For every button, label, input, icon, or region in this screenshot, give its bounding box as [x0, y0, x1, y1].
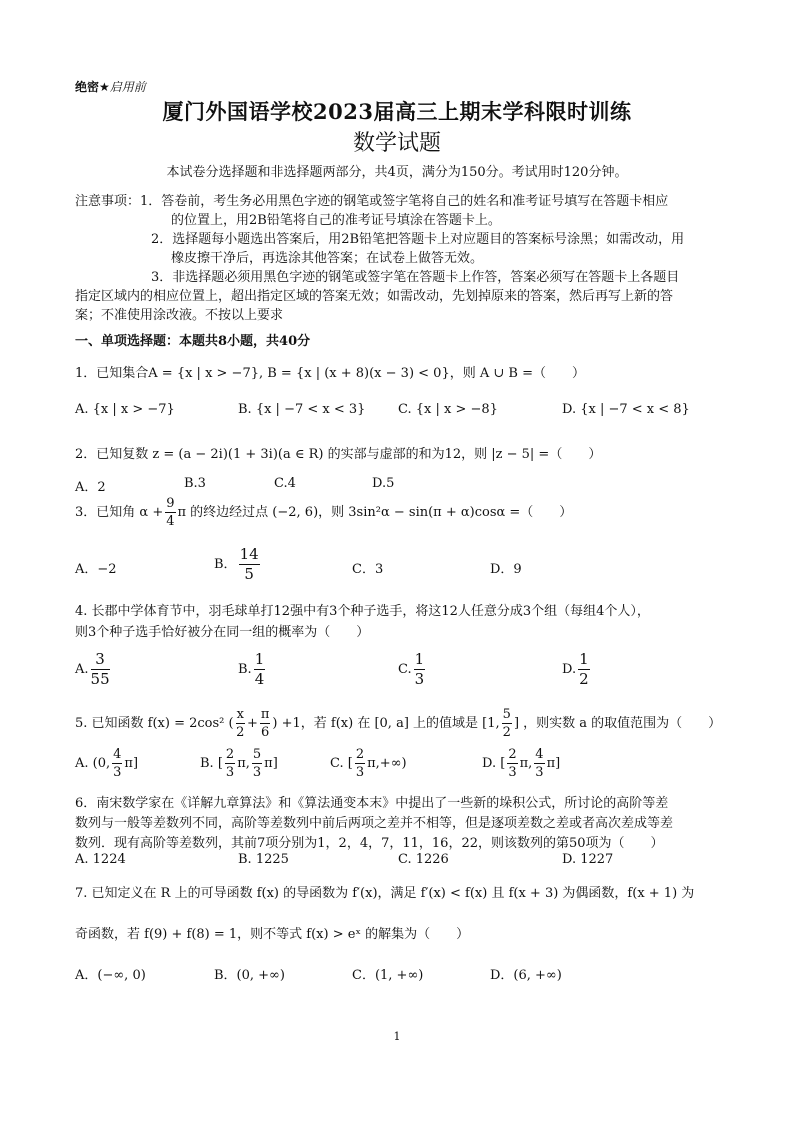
option-label: C. — [398, 662, 412, 677]
option-label: B. — [200, 756, 214, 771]
question-3-option-c: C．3 — [352, 562, 384, 577]
question-3-option-d: D．9 — [490, 562, 522, 577]
option-fraction — [239, 547, 260, 582]
notice-label: 注意事项： — [75, 194, 141, 209]
question-1-option-d: D. {x | −7 < x < 8} — [562, 402, 690, 417]
fraction-denominator: 3 — [414, 670, 425, 688]
question-1-option-a: A. {x | x > −7} — [75, 402, 175, 417]
secret-bold: 绝密 — [75, 80, 100, 94]
fraction-denominator: 4 — [254, 670, 265, 688]
exam-intro: 本试卷分选择题和非选择题两部分，共4页，满分为150分。考试用时120分钟。 — [166, 165, 628, 180]
frac-2-3: $\frac{2}{3}$ — [355, 747, 365, 780]
question-4-option-a — [75, 652, 112, 687]
question-5-option-b: B. [ $\frac{2}{3}$ π, $\frac{5}{3}$ π] — [200, 747, 278, 780]
question-3-stem — [75, 497, 572, 528]
formula-x2-pi6: ( $\frac{x}{2}$ + $\frac{\pi}{6}$ ) — [228, 707, 278, 740]
notice-block — [75, 192, 720, 325]
option-label: B. — [238, 662, 252, 677]
notice-row-1 — [75, 192, 720, 211]
question-7-option-c: C．(1, +∞) — [352, 968, 424, 983]
question-1-stem: 1．已知集合A = {x | x > −7}, B = {x | (x + 8)(x − 3) < 0}，则 A ∪ B =（ ） — [75, 366, 585, 381]
fraction-numerator: 14 — [239, 545, 259, 563]
question-5-option-a: A. (0, $\frac{4}{3}$ π] — [75, 747, 139, 780]
frac-x-2: $\frac{x}{2}$ — [236, 707, 245, 740]
option-fraction — [414, 652, 426, 687]
section-heading: 一、单项选择题：本题共8小题，共40分 — [75, 334, 311, 349]
frac-5-2: $\frac{5}{2}$ — [502, 707, 511, 740]
question-5-stem-b: +1，若 f(x) 在 [0, a] 上的值域是 — [281, 716, 479, 731]
frac-4-3: $\frac{4}{3}$ — [535, 747, 544, 780]
notice-item-3a: 3．非选择题必须用黑色字迹的钢笔或签字笔在答题卡上作答，答案必须写在答题卡上各题目 — [151, 270, 680, 285]
question-3-fraction — [165, 497, 175, 528]
question-5-option-d: D. [ $\frac{2}{3}$ π, $\frac{4}{3}$ π] — [482, 747, 561, 780]
confidential-mark — [75, 78, 146, 95]
option-label: B． — [214, 557, 237, 572]
question-7-option-a: A．(−∞, 0) — [75, 968, 146, 983]
question-1-option-c: C. {x | x > −8} — [398, 402, 498, 417]
secret-rest: 启用前 — [109, 80, 146, 94]
formula-range: [1, $\frac{5}{2}$ ] — [482, 707, 520, 740]
question-2-option-c: C.4 — [274, 476, 296, 491]
question-5-stem-c: ，则实数 a 的取值范围为（ ） — [523, 716, 722, 731]
question-6-stem-b: 数列与一般等差数列不同，高阶等差数列中前后两项之差并不相等，但是逐项差数之差或者高次差成等差 — [75, 816, 674, 831]
notice-item-3c: 案；不准使用涂改液。不按以上要求 — [75, 308, 284, 323]
question-2-option-d: D.5 — [372, 476, 395, 491]
option-fraction — [254, 652, 266, 687]
fraction-numerator: 1 — [414, 650, 425, 668]
question-3-stem-a: 3．已知角 α + — [75, 505, 164, 520]
fraction-numerator: 1 — [254, 650, 265, 668]
question-6-option-d: D. 1227 — [562, 852, 614, 867]
fraction-numerator: 3 — [91, 652, 110, 670]
notice-item-1b: 的位置上，用2B铅笔将自己的准考证号填涂在答题卡上。 — [171, 213, 501, 228]
fraction-numerator: 1 — [579, 650, 589, 668]
question-3-option-b — [214, 547, 262, 582]
question-2-option-a: A．2 — [75, 480, 106, 495]
question-7-stem-a: 7. 已知定义在 R 上的可导函数 f(x) 的导函数为 f′(x)，满足 f′(x) < f(x) 且 f(x + 3) 为偶函数，f(x + 1) 为 — [75, 886, 695, 901]
option-label: C. — [330, 756, 344, 771]
question-1-option-b: B. {x | −7 < x < 3} — [238, 402, 366, 417]
question-3-option-a: A．−2 — [75, 562, 117, 577]
question-3-stem-b: π 的终边经过点 (−2, 6)，则 3sin²α − sin(π + α)cosα =（ ） — [177, 505, 573, 520]
notice-item-2a: 2．选择题每小题选出答案后，用2B铅笔把答题卡上对应题目的答案标号涂黑；如需改动，用 — [151, 232, 685, 247]
question-5-option-c: C. [ $\frac{2}{3}$ π,+∞) — [330, 747, 407, 780]
page-number: 1 — [393, 1030, 401, 1043]
question-4-stem-a: 4. 长郡中学体育节中，羽毛球单打12强中有3个种子选手，将这12人任意分成3个组（每组4个人）， — [75, 604, 650, 619]
question-2-option-b: B.3 — [184, 476, 206, 491]
question-6-stem-c: 数列．现有高阶等差数列，其前7项分别为1，2，4，7，11，16，22，则该数列的第50项为（ ） — [75, 836, 664, 851]
question-4-option-b — [238, 652, 267, 687]
notice-item-3b: 指定区域内的相应位置上，超出指定区域的答案无效；如需改动，先划掉原来的答案，然后再写上新的答 — [75, 289, 674, 304]
question-2-stem: 2．已知复数 z = (a − 2i)(1 + 3i)(a ∈ R) 的实部与虚部的和为12，则 |z − 5| =（ ） — [75, 447, 602, 462]
question-7-option-d: D．(6, +∞) — [490, 968, 562, 983]
question-4-option-c — [398, 652, 427, 687]
exam-subtitle: 数学试题 — [352, 131, 441, 156]
frac-4-3: $\frac{4}{3}$ — [113, 747, 122, 780]
frac-2-3: $\frac{2}{3}$ — [508, 747, 517, 780]
question-7-stem-b: 奇函数，若 f(9) + f(8) = 1，则不等式 f(x) > eˣ 的解集为（ ） — [75, 927, 470, 942]
option-label: D. — [562, 662, 577, 677]
question-4-stem-b: 则3个种子选手恰好被分在同一组的概率为（ ） — [75, 625, 370, 640]
exam-title: 厦门外国语学校2023届高三上期末学科限时训练 — [162, 99, 632, 124]
star-icon: ★ — [99, 80, 110, 94]
frac-2-3: $\frac{2}{3}$ — [225, 747, 235, 780]
fraction-denominator: 2 — [579, 670, 589, 688]
question-6-stem-a: 6．南宋数学家在《详解九章算法》和《算法通变本末》中提出了一些新的垛积公式，所讨论的高阶等差 — [75, 796, 669, 811]
notice-item-1a: 1．答卷前，考生务必用黑色字迹的钢笔或签字笔将自己的姓名和准考证号填写在答题卡相应 — [140, 194, 669, 209]
frac-pi-6: $\frac{\pi}{6}$ — [260, 707, 270, 740]
question-6-option-a: A. 1224 — [75, 852, 126, 867]
question-5-stem — [75, 708, 721, 739]
option-label: A. — [75, 662, 89, 677]
question-4-option-d — [562, 652, 592, 687]
question-6-option-b: B. 1225 — [238, 852, 289, 867]
option-label: D. — [482, 756, 497, 771]
fraction-denominator: 55 — [90, 670, 110, 688]
question-5-stem-a: 5. 已知函数 f(x) = 2cos² — [75, 716, 225, 731]
fraction-numerator: 9 — [166, 496, 175, 511]
frac-5-3: $\frac{5}{3}$ — [252, 747, 262, 780]
option-fraction — [91, 652, 110, 687]
fraction-denominator: 4 — [166, 514, 175, 529]
option-label: A. — [75, 756, 89, 771]
option-fraction — [578, 652, 590, 687]
fraction-denominator: 5 — [244, 565, 254, 583]
question-6-option-c: C. 1226 — [398, 852, 449, 867]
question-7-option-b: B．(0, +∞) — [214, 968, 285, 983]
notice-item-2b: 橡皮擦干净后，再选涂其他答案；在试卷上做答无效。 — [171, 251, 484, 266]
